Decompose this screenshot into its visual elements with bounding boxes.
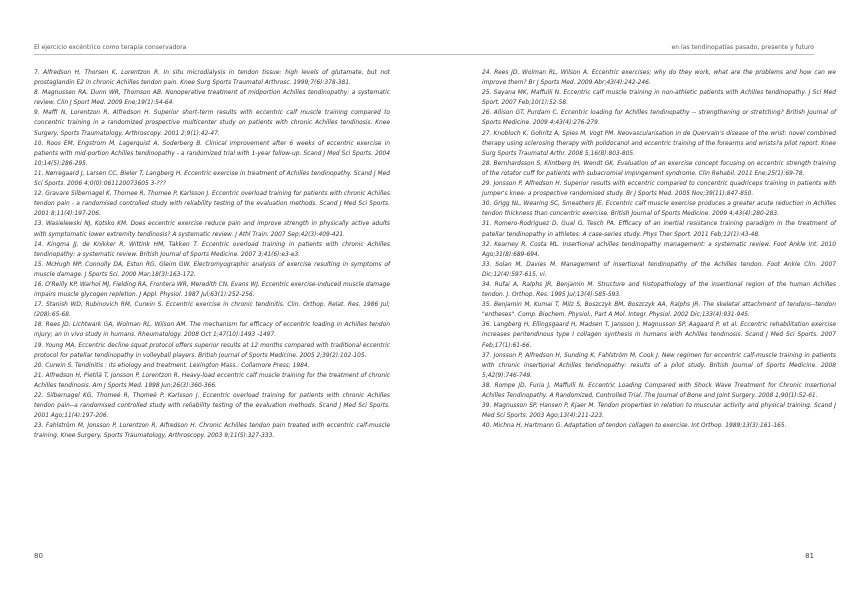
reference-item: 9. Maffi N, Lorentzon R, Alfredson H. Superior short-term results with eccentric calf muscle training compared to concentric training in a randomized prospective multicenter study on patients with chronic Achilles tendinosis. Knee Surgery, Sports Traumatology, Arthroscopy. 2001 2;9(1):42-47. bbox=[34, 110, 390, 137]
reference-item: 25. Sayana MK, Maffulli N. Eccentric calf muscle training in non-athletic patients with Achilles tendinopathy. J Sci Med Sport. 2007 Feb;10(1):52-58. bbox=[482, 90, 836, 107]
reference-item: 15. McHugh MP, Connolly DA, Eston RG, Gleim GW. Electromyographic analysis of exercise resulting in symptoms of muscle damage. J Sports Sci. 2000 Mar;18(3):163-172. bbox=[34, 261, 390, 278]
reference-item: 14. Kingma JJ, de Knikker R, Wittink HM, Takken T. Eccentric overload training in patients with chronic Achilles tendinopathy: a systematic review. British Journal of Sports Medicine. 2007 3;41(6):e3-e3. bbox=[34, 241, 390, 258]
reference-item: 7. Alfredson H, Thorsen K, Lorentzon R. In situ microdialysis in tendon tissue: high levels of glutamate, but not prostaglandin E2 in chronic Achilles tendon pain. Knee Surg Sports Traumatol Arthrosc. 1999;7(6):378-381. bbox=[34, 70, 390, 87]
reference-item: 16. O'Reilly KP, Warhol MJ, Fielding RA, Frontera WR, Meredith CN, Evans WJ. Eccentric exercise-induced muscle damage impairs muscle glycogen repletion. J Appl. Physiol. 1987 Jul;63(1):252-256. bbox=[34, 281, 390, 299]
reference-list-right bbox=[482, 68, 836, 431]
reference-item: 20. Curwin S. Tendinitis : its etiology and treatment. Lexington Mass.: Collamore Press; 1984. bbox=[34, 362, 310, 369]
reference-item: 34. Rufai A, Ralphs JR, Benjamin M. Structure and histopathology of the insertional region of the human Achilles tendon. J. Orthop. Res. 1995 Jul;13(4):585-593. bbox=[482, 281, 836, 299]
reference-item: 31. Romero-Rodriguez D, Gual G, Tesch PA. Efficacy of an inertial resistance training paradigm in the treatment of patellar tendinopathy in athletes: A case-series study. Phys Ther Sport. 2011 Feb;12(1):43-48. bbox=[482, 221, 836, 238]
running-header-left: El ejercicio excéntrico como terapia conservadora bbox=[34, 44, 187, 51]
reference-item: 13. Wasielewski NJ, Kotsko KM. Does eccentric exercise reduce pain and improve strength in physically active adults with symptomatic lower extremity tendinosis? A systematic review. J Athl Train. 2007 Sep;42(3):409-421. bbox=[34, 221, 390, 238]
reference-item: 19. Young MA. Eccentric decline squat protocol offers superior results at 12 months compared with traditional eccentric protocol for patellar tendinopathy in volleyball players. British Journal of Sports Medicine. 2005 2;39(2):102-105. bbox=[34, 342, 390, 359]
header-rule-left bbox=[34, 54, 424, 55]
reference-item: 17. Stanish WD, Rubinovich RM, Curwin S. Eccentric exercise in chronic tendinitis. Clin. Orthop. Relat. Res. 1986 Jul;(208):65-68. bbox=[34, 302, 390, 319]
right-page bbox=[424, 0, 848, 594]
page-number-right: 81 bbox=[805, 552, 814, 560]
reference-item: 35. Benjamin M, Kumai T, Milz S, Boszczyk BM, Boszczyk AA, Ralphs JR. The skeletal attachment of tendons--tendon "entheses". Comp. Biochem. Physiol., Part A Mol. Integr. Physiol. 2002 Dic;133(4):931-945. bbox=[482, 302, 836, 319]
reference-item: 21. Alfredson H, Pietilä T, Jonsson P, Lorentzon R. Heavy-load eccentric calf muscle training for the treatment of chronic Achilles tendinosis. Am J Sports Med. 1998 Jun;26(3):360-366. bbox=[34, 372, 390, 389]
reference-item: 12. Gravare Silbernagel K, Thomee R, Thomee P, Karlsson J. Eccentric overload training for patients with chronic Achilles tendon pain - a randomised controlled study with reliability testing of the evaluation methods. Scand J Med Sci Sports. 2001 8;11(4):197-206. bbox=[34, 191, 390, 218]
reference-item: 36. Langberg H, Ellingsgaard H, Madsen T, Jansson J, Magnusson SP, Aagaard P, et al. Eccentric rehabilitation exercise increases peritendinous type I collagen synthesis in humans with Achilles tendinosis. Scand J Med Sci Sports. 2007 Feb;17(1):61-66. bbox=[482, 322, 836, 349]
reference-item: 40. Michna H, Hartmann G. Adaptation of tendon collagen to exercise. Int Orthop. 1989;13(3):161-165. bbox=[482, 423, 787, 430]
reference-item: 11. Nørregaard J, Larsen CC, Bieler T, Langberg H. Eccentric exercise in treatment of Achilles tendinopathy. Scand J Med Sci Sports. 2006 4;0(0):061120073605 3-??? bbox=[34, 170, 390, 188]
reference-item: 30. Grigg NL, Wearing SC, Smeathers JE. Eccentric calf muscle exercise produces a greater acute reduction in Achilles tendon thickness than concentric exercise. British Journal of Sports Medicine. 2009 4;43(4):280-283. bbox=[482, 201, 836, 218]
reference-item: 23. Fahlström M, Jonsson P, Lorentzon R, Alfredson H. Chronic Achilles tendon pain treated with eccentric calf-muscle training. Knee Surgery, Sports Traumatology, Arthroscopy. 2003 9;11(5):327-333. bbox=[34, 423, 390, 440]
reference-item: 29. Jonsson P, Alfredson H. Superior results with eccentric compared to concentric quadriceps training in patients with jumper's knee: a prospective randomised study. Br J Sports Med. 2005 Nov;39(11):847-850. bbox=[482, 181, 836, 198]
reference-item: 32. Kearney R, Costa ML. Insertional achilles tendinopathy management: a systematic review. Foot Ankle Int. 2010 Ago;31(8):689-694. bbox=[482, 241, 836, 258]
reference-item: 27. Knobloch K, Gohritz A, Spies M, Vogt PM. Neovascularisation in de Quervain's disease of the wrist: novel combined therapy using sclerosing therapy with polidocanol and eccentric training of the forearms and wrists?a pilot report. Knee Surg Sports Traumatol Arthr. 2008 5;16(8):803-805. bbox=[482, 130, 836, 157]
reference-item: 38. Rompe JD, Furia J, Maffulli N. Eccentric Loading Compared with Shock Wave Treatment for Chronic Insertional Achilles Tendinopathy. A Randomized, Controlled Trial. The Journal of Bone and Joint Surgery. 2008 1;90(1):52-61. bbox=[482, 382, 836, 399]
reference-item: 28. Bernhardsson S, Klintberg IH, Wendt GK. Evaluation of an exercise concept focusing on eccentric strength training of the rotator cuff for patients with subacromial impingement syndrome. Clin Rehabil. 2011 Ene;25(1):69-78. bbox=[482, 160, 836, 177]
header-rule-right bbox=[424, 54, 814, 55]
reference-item: 8. Magnussen RA, Dunn WR, Thomson AB. Nonoperative treatment of midportion Achilles tendinopathy: a systematic review. Clin J Sport Med. 2009 Ene;19(1):54-64. bbox=[34, 90, 390, 107]
reference-item: 26. Allison GT, Purdam C. Eccentric loading for Achilles tendinopathy -- strengthening or stretching? British Journal of Sports Medicine. 2009 4;43(4):276-279. bbox=[482, 110, 836, 127]
reference-item: 39. Magnusson SP, Hansen P, Kjaer M. Tendon properties in relation to muscular activity and physical training. Scand J Med Sci Sports. 2003 Ago;13(4):211-223. bbox=[482, 403, 836, 420]
running-header-right: en las tendinopatías pasado, presente y futuro bbox=[671, 44, 814, 51]
reference-list-left bbox=[34, 68, 390, 441]
reference-item: 33. Solan M, Davies M. Management of insertional tendinopathy of the Achilles tendon. Foot Ankle Clin. 2007 Dic;12(4):597-615, vi. bbox=[482, 261, 836, 278]
reference-item: 22. Silbernagel KG, Thomeé R, Thomeé P, Karlsson J. Eccentric overload training for patients with chronic Achilles tendon pain--a randomised controlled study with reliability testing of the evaluation methods. Scand J Med Sci Sports. 2001 Ago;11(4):197-206. bbox=[34, 393, 390, 420]
reference-item: 18. Rees JD, Lichtwark GA, Wolman RL, Wilson AM. The mechanism for efficacy of eccentric loading in Achilles tendon injury; an in vivo study in humans. Rheumatology. 2008 Oct 1;47(10):1493 -1497. bbox=[34, 322, 390, 339]
reference-item: 37. Jonsson P, Alfredson H, Sunding K, Fahlström M, Cook J. New regimen for eccentric calf-muscle training in patients with chronic insertional Achilles tendinopathy: results of a pilot study. British Journal of Sports Medicine. 2008 5;42(9):746-749. bbox=[482, 352, 836, 379]
reference-item: 10. Roos EM, Engstrom M, Lagerquist A, Soderberg B. Clinical improvement after 6 weeks of eccentric exercise in patients with mid-portion Achilles tendinopathy - a randomized trial with 1-year follow-up. Scand J Med Sci Sports. 2004 10;14(5):286-295. bbox=[34, 140, 390, 167]
page-number-left: 80 bbox=[34, 552, 43, 560]
reference-item: 24. Rees JD, Wolman RL, Wilson A. Eccentric exercises; why do they work, what are the problems and how can we improve them? Br J Sports Med. 2009 Abr;43(4):242-246. bbox=[482, 70, 836, 87]
